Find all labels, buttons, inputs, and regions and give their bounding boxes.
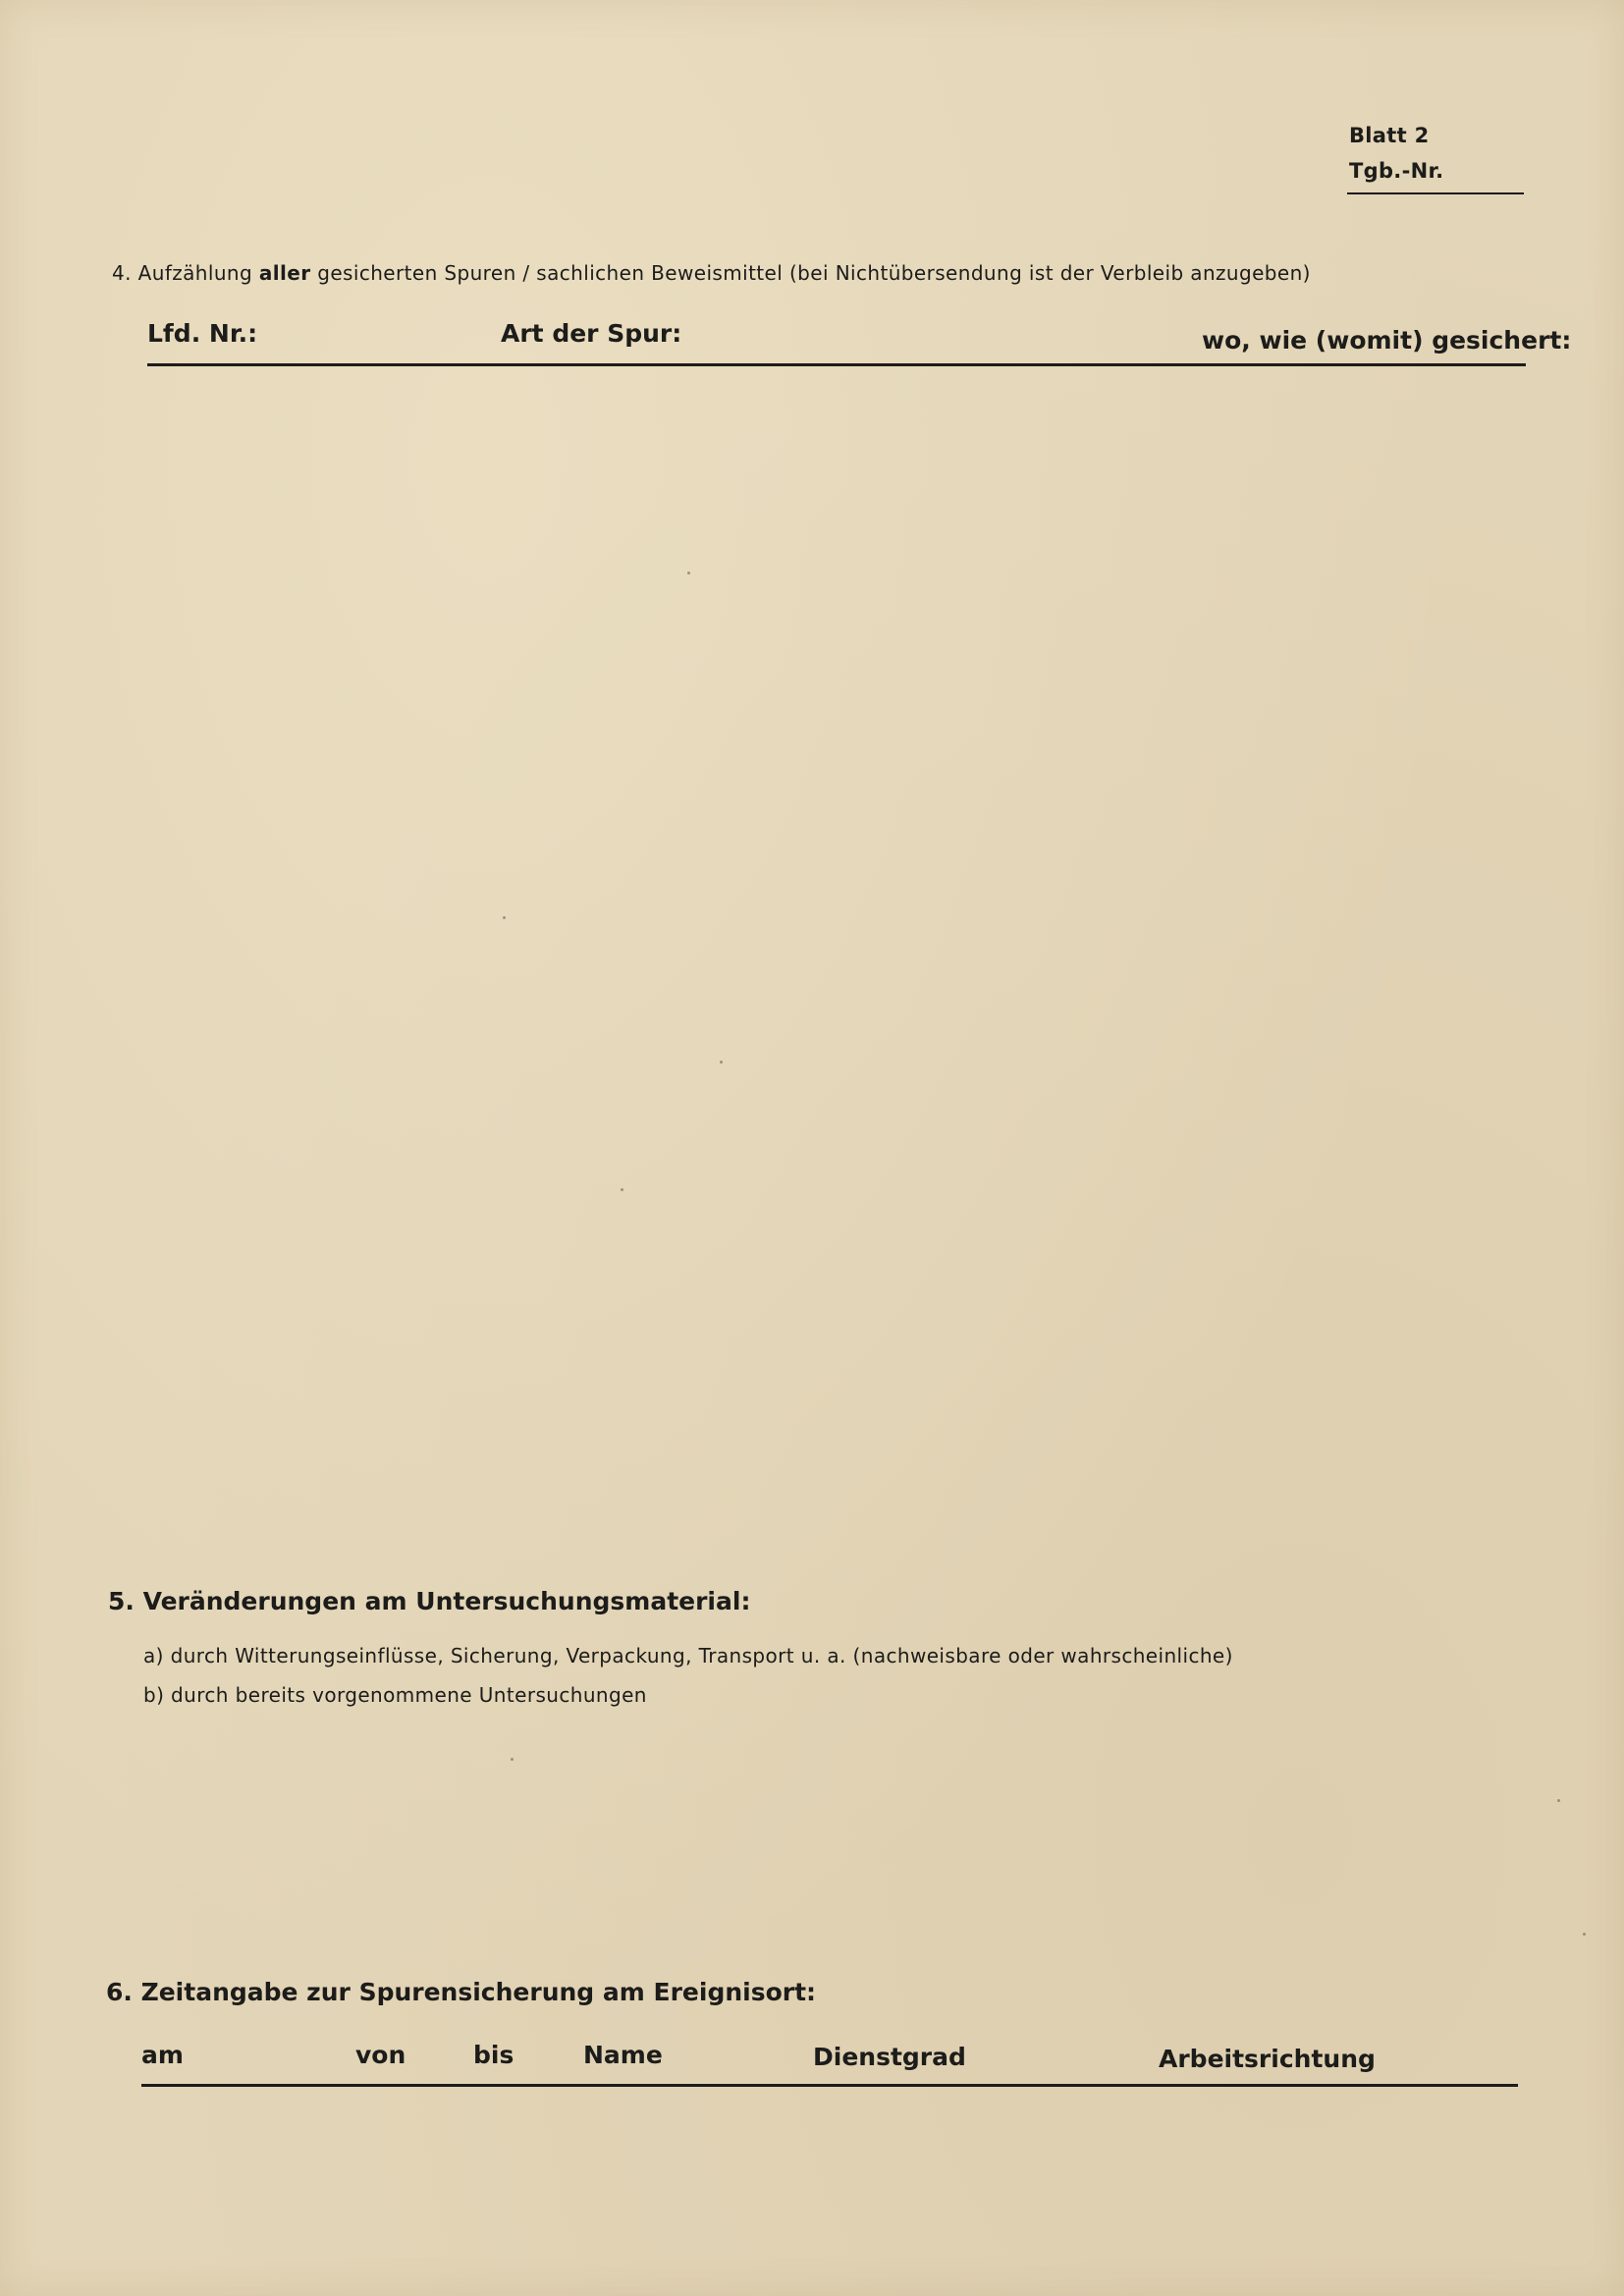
column-dienstgrad: Dienstgrad bbox=[813, 2043, 966, 2071]
paper-speck bbox=[1583, 1933, 1586, 1936]
column-bis: bis bbox=[473, 2041, 514, 2069]
section-4-entry-area[interactable] bbox=[147, 373, 1526, 1552]
paper-speck bbox=[511, 1758, 514, 1761]
section-5-heading: 5. Veränderungen am Untersuchungsmaterial: bbox=[108, 1587, 751, 1615]
paper-speck bbox=[687, 572, 690, 574]
paper-speck bbox=[621, 1188, 623, 1191]
column-wo-wie-gesichert: wo, wie (womit) gesichert: bbox=[1202, 326, 1572, 355]
section-5-entry-area[interactable] bbox=[143, 1719, 1518, 1974]
column-am: am bbox=[141, 2041, 184, 2069]
section-6-heading: 6. Zeitangabe zur Spurensicherung am Ereignisort: bbox=[106, 1978, 817, 2006]
journal-number-label: Tgb.-Nr. bbox=[1349, 159, 1444, 183]
column-arbeitsrichtung: Arbeitsrichtung bbox=[1159, 2045, 1376, 2073]
section-6-entry-area[interactable] bbox=[141, 2092, 1518, 2269]
section-4-emphasis: aller bbox=[258, 261, 311, 285]
column-von: von bbox=[355, 2041, 406, 2069]
section-5-item-b: b) durch bereits vorgenommene Untersuchungen bbox=[143, 1683, 647, 1707]
paper-speck bbox=[503, 916, 506, 919]
paper-speck bbox=[1557, 1799, 1560, 1802]
section-5-item-a: a) durch Witterungseinflüsse, Sicherung, Verpackung, Transport u. a. (nachweisbare oder wahrscheinliche) bbox=[143, 1644, 1233, 1667]
section-4-table-rule bbox=[147, 363, 1526, 366]
paper-speck bbox=[720, 1061, 723, 1064]
column-name: Name bbox=[583, 2041, 663, 2069]
sheet-number: Blatt 2 bbox=[1349, 124, 1430, 147]
section-4-heading bbox=[112, 261, 1311, 285]
journal-number-field[interactable] bbox=[1347, 192, 1524, 194]
section-4-number: 4. bbox=[112, 261, 132, 285]
column-lfd-nr: Lfd. Nr.: bbox=[147, 319, 258, 348]
section-6-table-rule bbox=[141, 2084, 1518, 2087]
section-4-text-post: gesicherten Spuren / sachlichen Beweismittel (bei Nichtübersendung ist der Verbleib anzugeben) bbox=[310, 261, 1311, 285]
section-4-text-pre: Aufzählung bbox=[137, 261, 259, 285]
column-art-der-spur: Art der Spur: bbox=[501, 319, 682, 348]
